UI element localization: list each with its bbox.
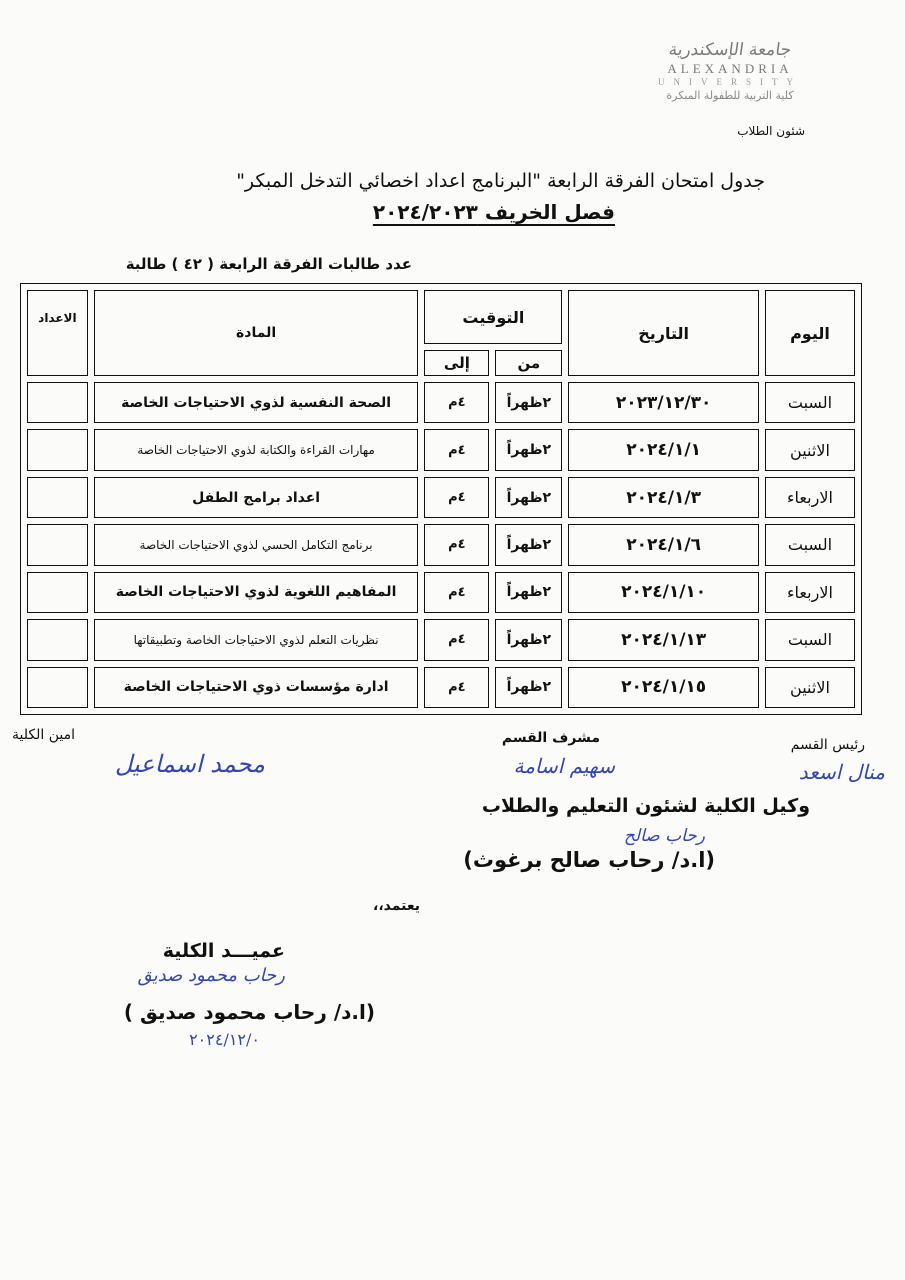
date-cell: ٢٠٢٣/١٢/٣٠ — [568, 382, 759, 423]
department-label: شئون الطلاب — [737, 124, 805, 138]
from-cell: ٢ظهراً — [495, 619, 562, 660]
university-name-en-sub: UNIVERSITY — [658, 77, 802, 87]
subject-cell: نظريات التعلم لذوي الاحتياجات الخاصة وتطبيقاتها — [94, 619, 419, 660]
from-cell: ٢ظهراً — [495, 524, 562, 565]
faculty-name: كلية التربية للطفولة المبكرة — [666, 89, 794, 102]
count-cell — [27, 429, 88, 470]
dean-signature: رحاب محمود صديق — [137, 965, 285, 986]
count-cell — [27, 572, 88, 613]
faculty-secretary-label: امين الكلية — [12, 727, 75, 743]
to-cell: ٤م — [424, 382, 489, 423]
to-cell: ٤م — [424, 477, 489, 518]
student-count: عدد طالبات الفرقة الرابعة ( ٤٢ ) طالبة — [125, 255, 412, 273]
count-cell — [27, 667, 88, 708]
header-subject: المادة — [94, 290, 419, 376]
table-row — [27, 477, 855, 518]
header-date: التاريخ — [568, 290, 759, 376]
vice-dean-label: وكيل الكلية لشئون التعليم والطلاب — [481, 795, 810, 817]
vice-dean-signature: رحاب صالح — [623, 826, 705, 846]
date-cell: ٢٠٢٤/١/١٣ — [568, 619, 759, 660]
to-cell: ٤م — [424, 524, 489, 565]
subject-cell: المفاهيم اللغوية لذوي الاحتياجات الخاصة — [94, 572, 419, 613]
header-count: الاعداد — [27, 290, 88, 376]
dean-name: (ا.د/ رحاب محمود صديق ) — [123, 1000, 375, 1024]
university-name-ar: جامعة الإسكندرية — [667, 40, 793, 60]
department-supervisor-signature: سهيم اسامة — [513, 754, 615, 778]
count-cell — [27, 477, 88, 518]
to-cell: ٤م — [424, 572, 489, 613]
count-cell — [27, 619, 88, 660]
date-cell: ٢٠٢٤/١/١٥ — [568, 667, 759, 708]
header-timing: التوقيت — [424, 290, 562, 344]
from-cell: ٢ظهراً — [495, 382, 562, 423]
day-cell: السبت — [765, 382, 855, 423]
date-cell: ٢٠٢٤/١/١٠ — [568, 572, 759, 613]
to-cell: ٤م — [424, 667, 489, 708]
date-cell: ٢٠٢٤/١/٦ — [568, 524, 759, 565]
day-cell: الاثنين — [765, 429, 855, 470]
day-cell: الاثنين — [765, 667, 855, 708]
table-row — [27, 572, 855, 613]
dean-label: عميـــد الكلية — [162, 940, 285, 962]
from-cell: ٢ظهراً — [495, 667, 562, 708]
from-cell: ٢ظهراً — [495, 429, 562, 470]
document-title: جدول امتحان الفرقة الرابعة "البرنامج اعداد اخصائي التدخل المبكر" — [236, 170, 765, 192]
table-row — [27, 667, 855, 708]
subject-cell: برنامج التكامل الحسي لذوي الاحتياجات الخاصة — [94, 524, 419, 565]
header-day: اليوم — [765, 290, 855, 376]
to-cell: ٤م — [424, 429, 489, 470]
from-cell: ٢ظهراً — [495, 477, 562, 518]
day-cell: الاربعاء — [765, 477, 855, 518]
header-to: إلى — [424, 350, 489, 376]
header-from: من — [495, 350, 562, 376]
vice-dean-name: (ا.د/ رحاب صالح برغوث) — [463, 848, 715, 872]
head-of-department-signature: منال اسعد — [798, 760, 885, 784]
exam-schedule-table — [20, 283, 862, 715]
day-cell: الاربعاء — [765, 572, 855, 613]
date-cell: ٢٠٢٤/١/١ — [568, 429, 759, 470]
table-row — [27, 382, 855, 423]
count-cell — [27, 524, 88, 565]
subject-cell: ادارة مؤسسات ذوي الاحتياجات الخاصة — [94, 667, 419, 708]
day-cell: السبت — [765, 619, 855, 660]
faculty-secretary-signature: محمد اسماعيل — [114, 750, 265, 778]
semester-heading: فصل الخريف ٢٠٢٤/٢٠٢٣ — [372, 200, 615, 224]
subject-cell: الصحة النفسية لذوي الاحتياجات الخاصة — [94, 382, 419, 423]
table-row — [27, 619, 855, 660]
header-row — [27, 290, 855, 344]
count-cell — [27, 382, 88, 423]
from-cell: ٢ظهراً — [495, 572, 562, 613]
head-of-department-label: رئيس القسم — [790, 737, 865, 753]
date-cell: ٢٠٢٤/١/٣ — [568, 477, 759, 518]
table-row — [27, 524, 855, 565]
table-row — [27, 429, 855, 470]
subject-cell: مهارات القراءة والكتابة لذوي الاحتياجات الخاصة — [94, 429, 419, 470]
university-name-en: ALEXANDRIA — [667, 61, 793, 76]
day-cell: السبت — [765, 524, 855, 565]
dean-signature-date: ٢٠٢٤/١٢/٠ — [189, 1030, 260, 1049]
approval-label: يعتمد،، — [373, 898, 420, 914]
subject-cell: اعداد برامج الطفل — [94, 477, 419, 518]
to-cell: ٤م — [424, 619, 489, 660]
department-supervisor-label: مشرف القسم — [501, 730, 600, 746]
university-logo — [655, 40, 805, 102]
